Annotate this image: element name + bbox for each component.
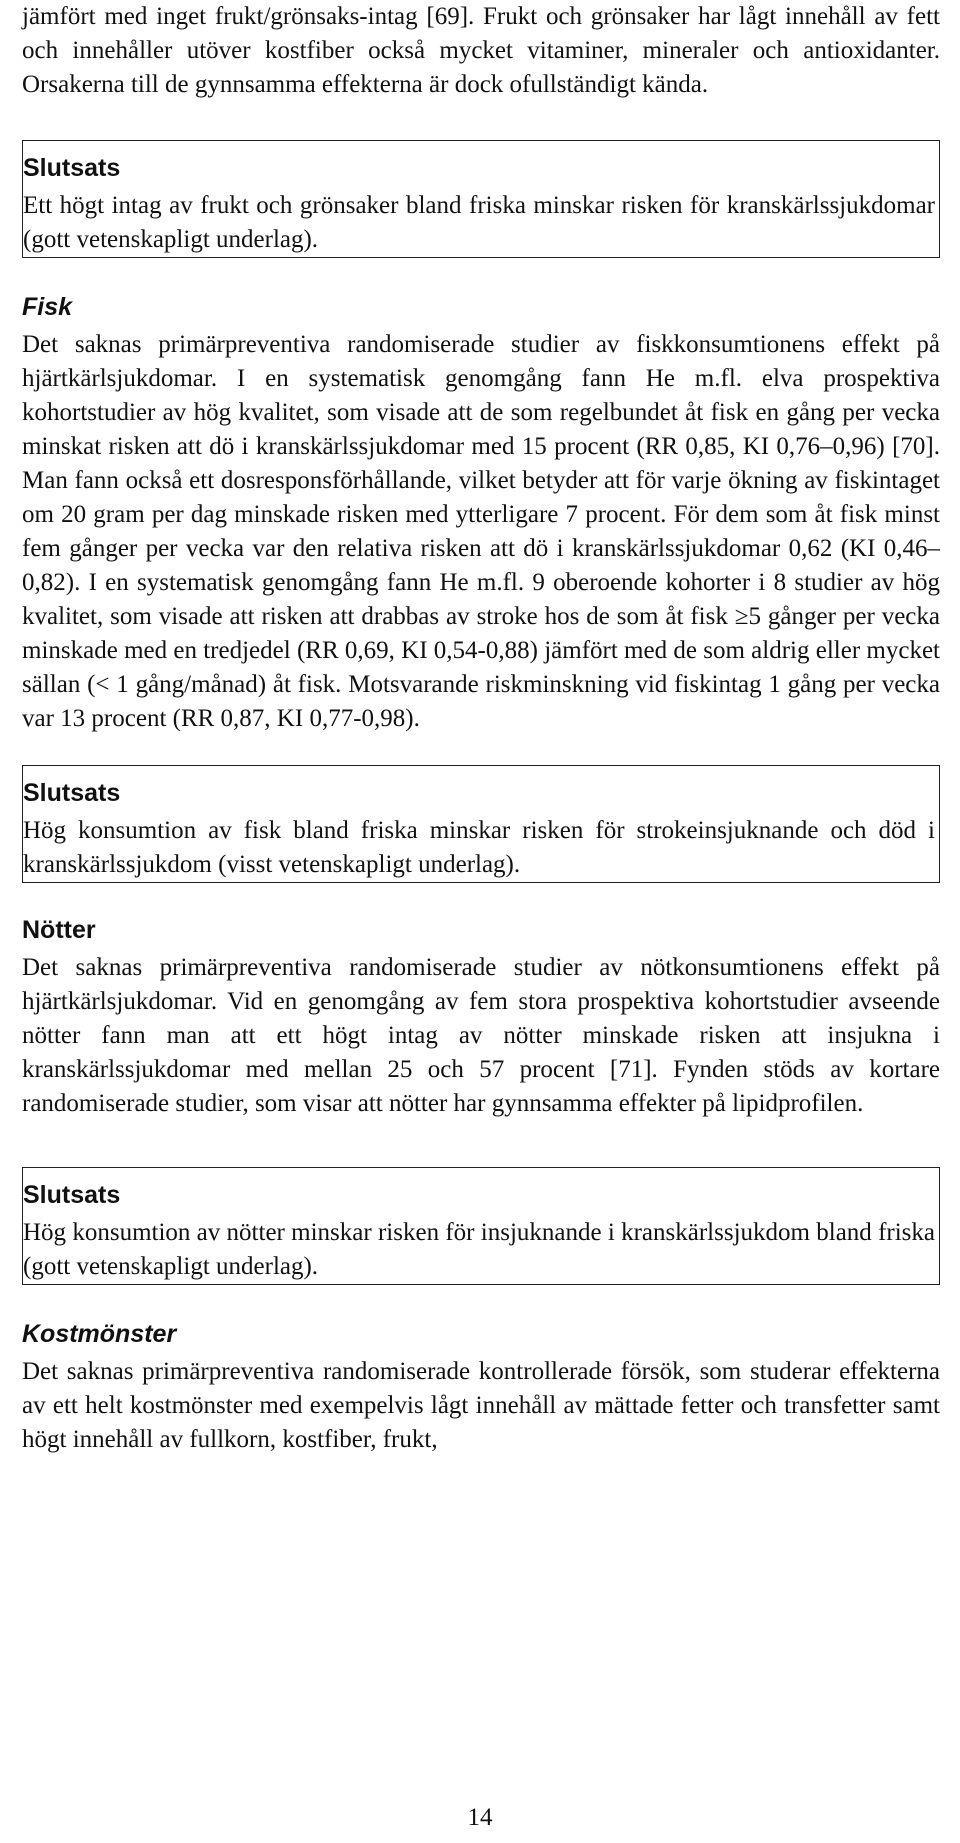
conclusion-heading: Slutsats [23, 779, 121, 807]
diet-section [22, 1317, 940, 1457]
conclusion-heading: Slutsats [23, 1181, 121, 1209]
nuts-paragraph: Det saknas primärpreventiva randomiserade studier av nötkonsumtionens effekt på hjärtkärlsjukdomar. Vid en genomgång av fem stora prospektiva kohortstudier avseende nötter fann man att ett högt intag av nötter minskade risken att insjukna i kranskärlssjukdomar med mellan 25 och 57 procent [71]. Fynden stöds av kortare randomiserade studier, som visar att nötter har gynnsamma effekter på lipidprofilen. [22, 954, 940, 1117]
intro-section [22, 0, 940, 102]
section-heading-nuts: Nötter [22, 916, 96, 944]
conclusion-box-fruit [22, 140, 940, 258]
fish-paragraph: Det saknas primärpreventiva randomiserade studier av fiskkonsumtionens effekt på hjärtkärlsjukdomar. I en systematisk genomgång fann He m.fl. elva prospektiva kohortstudier av hög kvalitet, som visade att de som regelbundet åt fisk en gång per vecka minskat risken att dö i kranskärlssjukdomar med 15 procent (RR 0,85, KI 0,76–0,96) [70]. Man fann också ett dosresponsförhållande, vilket betyder att för varje ökning av fiskintaget om 20 gram per dag minskade risken med ytterligare 7 procent. För dem som åt fisk minst fem gånger per vecka var den relativa risken att dö i kranskärlssjukdomar 0,62 (KI 0,46–0,82). I en systematisk genomgång fann He m.fl. 9 oberoende kohorter i 8 studier av hög kvalitet, som visade att risken att drabbas av stroke hos de som åt fisk ≥5 gånger per vecka minskade med en tredjedel (RR 0,69, KI 0,54-0,88) jämfört med de som aldrig eller mycket sällan (< 1 gång/månad) åt fisk. Motsvarande riskminskning vid fiskintag 1 gång per vecka var 13 procent (RR 0,87, KI 0,77-0,98). [22, 331, 940, 732]
nuts-section [22, 913, 940, 1121]
conclusion-box-fish [22, 765, 940, 883]
section-heading-diet: Kostmönster [22, 1320, 177, 1348]
conclusion-text: Hög konsumtion av nötter minskar risken för insjuknande i kranskärlssjukdom bland friska (gott vetenskapligt underlag). [23, 1219, 935, 1280]
conclusion-text: Hög konsumtion av fisk bland friska minskar risken för strokeinsjuknande och död i kranskärlssjukdom (visst vetenskapligt underlag). [23, 817, 935, 878]
fish-section [22, 290, 940, 736]
intro-paragraph: jämfört med inget frukt/grönsaks-intag [69]. Frukt och grönsaker har lågt innehåll av fett och innehåller utöver kostfiber också mycket vitaminer, mineraler och antioxidanter. Orsakerna till de gynnsamma effekterna är dock ofullständigt kända. [22, 3, 940, 98]
diet-paragraph: Det saknas primärpreventiva randomiserade kontrollerade försök, som studerar effekterna av ett helt kostmönster med exempelvis lågt innehåll av mättade fetter och transfetter samt högt innehåll av fullkorn, kostfiber, frukt, [22, 1358, 940, 1453]
page-number: 14 [467, 1804, 493, 1831]
conclusion-text: Ett högt intag av frukt och grönsaker bland friska minskar risken för kranskärlssjukdomar (gott vetenskapligt underlag). [23, 192, 935, 253]
section-heading-fish: Fisk [22, 293, 73, 321]
conclusion-box-nuts [22, 1167, 940, 1285]
conclusion-heading: Slutsats [23, 154, 121, 182]
